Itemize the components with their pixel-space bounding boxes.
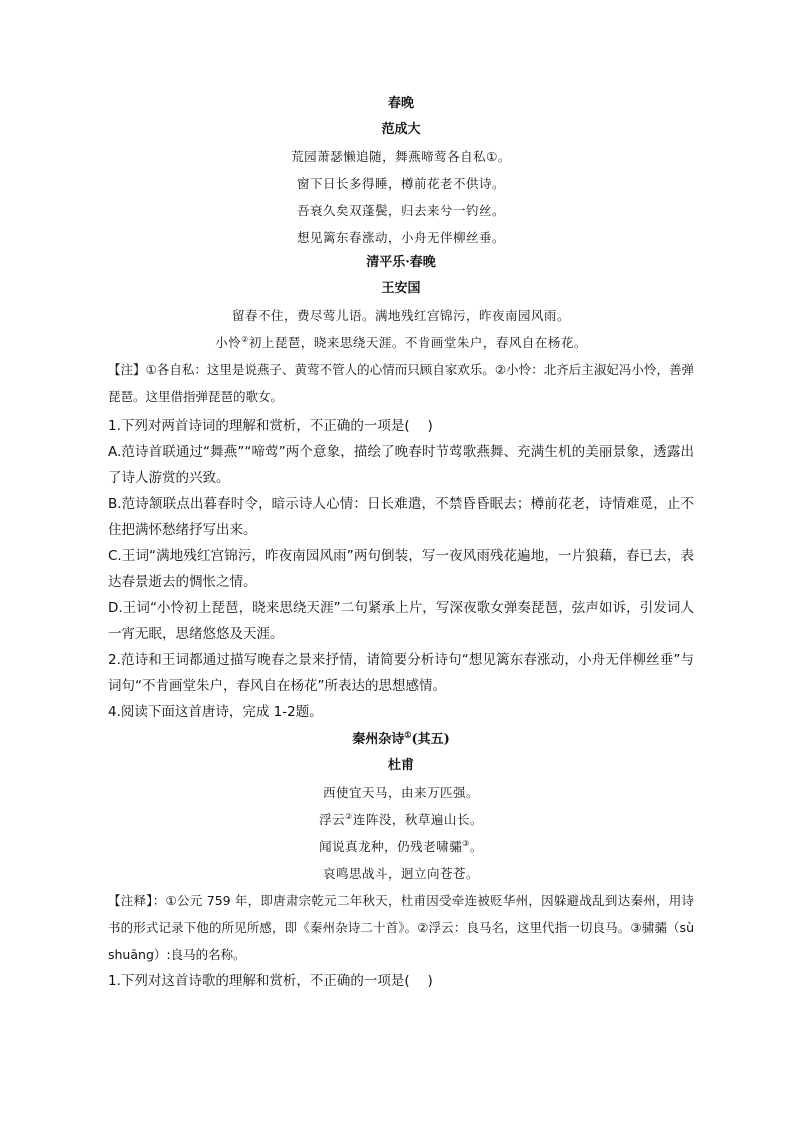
document-page bbox=[108, 92, 694, 994]
footnote-marker: ② bbox=[241, 334, 249, 344]
poem3-line bbox=[108, 833, 694, 860]
poem2-line: 留春不住，费尽莺儿语。满地残红宫锦污，昨夜南园风雨。 bbox=[231, 308, 570, 323]
option-c: C.王词“满地残红宫锦污，昨夜南园风雨”两句倒装，写一夜风雨残花遍地，一片狼藉，春已去，表达春景逝去的惆怅之情。 bbox=[108, 548, 694, 590]
poem3-title bbox=[108, 728, 694, 752]
poem1-line: 想见篱东春涨动，小舟无伴柳丝垂。 bbox=[296, 230, 505, 245]
poem1-line: 吾衰久矣双蓬鬓，归去来兮一钓丝。 bbox=[296, 203, 505, 218]
footnote-marker: ② bbox=[345, 811, 353, 821]
poem3-line bbox=[108, 806, 694, 833]
poem2-line bbox=[108, 329, 694, 356]
poem3-line: 哀鸣思战斗，迥立向苍苍。 bbox=[322, 866, 479, 881]
poem3-line-part: 连阵没，秋草遍山长。 bbox=[352, 812, 483, 827]
footnote-marker: ① bbox=[404, 729, 412, 740]
option-a: A.范诗首联通过“舞燕”“啼莺”两个意象，描绘了晚春时节莺歌燕舞、充满生机的美丽景象，透露出了诗人游赏的兴致。 bbox=[108, 444, 694, 486]
poem2-title: 清平乐·春晚 bbox=[366, 255, 436, 270]
question-stem: 1.下列对这首诗歌的理解和赏析，不正确的一项是( ) bbox=[108, 973, 433, 989]
question-2: 2.范诗和王词都通过描写晚春之景来抒情，请简要分析诗句“想见篱东春涨动，小舟无伴柳丝垂”与词句“不肯画堂朱户，春风自在杨花”所表达的思想感情。 bbox=[108, 652, 694, 694]
footnote-marker: ③ bbox=[462, 838, 470, 848]
poem3-author: 杜甫 bbox=[387, 758, 414, 773]
poem3-title-part: (其五) bbox=[411, 732, 450, 747]
question-stem: 1.下列对两首诗词的理解和赏析，不正确的一项是( ) bbox=[108, 418, 433, 434]
poem2-author: 王安国 bbox=[381, 281, 421, 296]
poem3-line-part: 浮云 bbox=[319, 812, 346, 827]
annotation-note: 【注释】：①公元 759 年，即唐肃宗乾元二年秋天，杜甫因受牵连被贬华州，因躲避战乱到达秦州，用诗书的形式记录下他的所见所感，即《秦州杂诗二十首》。②浮云：良马名，这里代指一切良马。③骕骦（sù shuāng）:良马的名称。 bbox=[108, 893, 694, 962]
poem1-line: 窗下日长多得睡，樽前花老不供诗。 bbox=[296, 176, 505, 191]
poem1-title: 春晚 bbox=[387, 96, 414, 111]
poem2-line-part: 初上琵琶，晓来思绕天涯。不肯画堂朱户，春风自在杨花。 bbox=[248, 335, 587, 350]
question-4-intro: 4.阅读下面这首唐诗，完成 1-2题。 bbox=[108, 704, 323, 720]
poem1-author: 范成大 bbox=[381, 122, 421, 137]
poem2-line-part: 小怜 bbox=[215, 335, 242, 350]
poem3-title-part: 秦州杂诗 bbox=[352, 732, 405, 747]
poem3-line: 西使宜天马，由来万匹强。 bbox=[322, 785, 479, 800]
annotation-note: 【注】①各自私：这里是说燕子、黄莺不管人的心情而只顾自家欢乐。②小怜：北齐后主淑妃冯小怜，善弹琵琶。这里借指弹琵琶的歌女。 bbox=[108, 362, 694, 404]
option-b: B.范诗颔联点出暮春时令，暗示诗人心情：日长难遣，不禁昏昏眠去；樽前花老，诗情难觅，止不住把满怀愁绪抒写出来。 bbox=[108, 496, 694, 538]
option-d: D.王词“小怜初上琵琶，晓来思绕天涯”二句紧承上片，写深夜歌女弹奏琵琶，弦声如诉，引发词人一宵无眠，思绪悠悠及天涯。 bbox=[108, 600, 694, 642]
poem1-line: 荒园萧瑟懒追随，舞燕啼莺各自私①。 bbox=[291, 149, 511, 164]
poem3-line-part: 闻说真龙种，仍残老啸骦 bbox=[319, 839, 463, 854]
poem3-line-part: 。 bbox=[469, 839, 483, 854]
